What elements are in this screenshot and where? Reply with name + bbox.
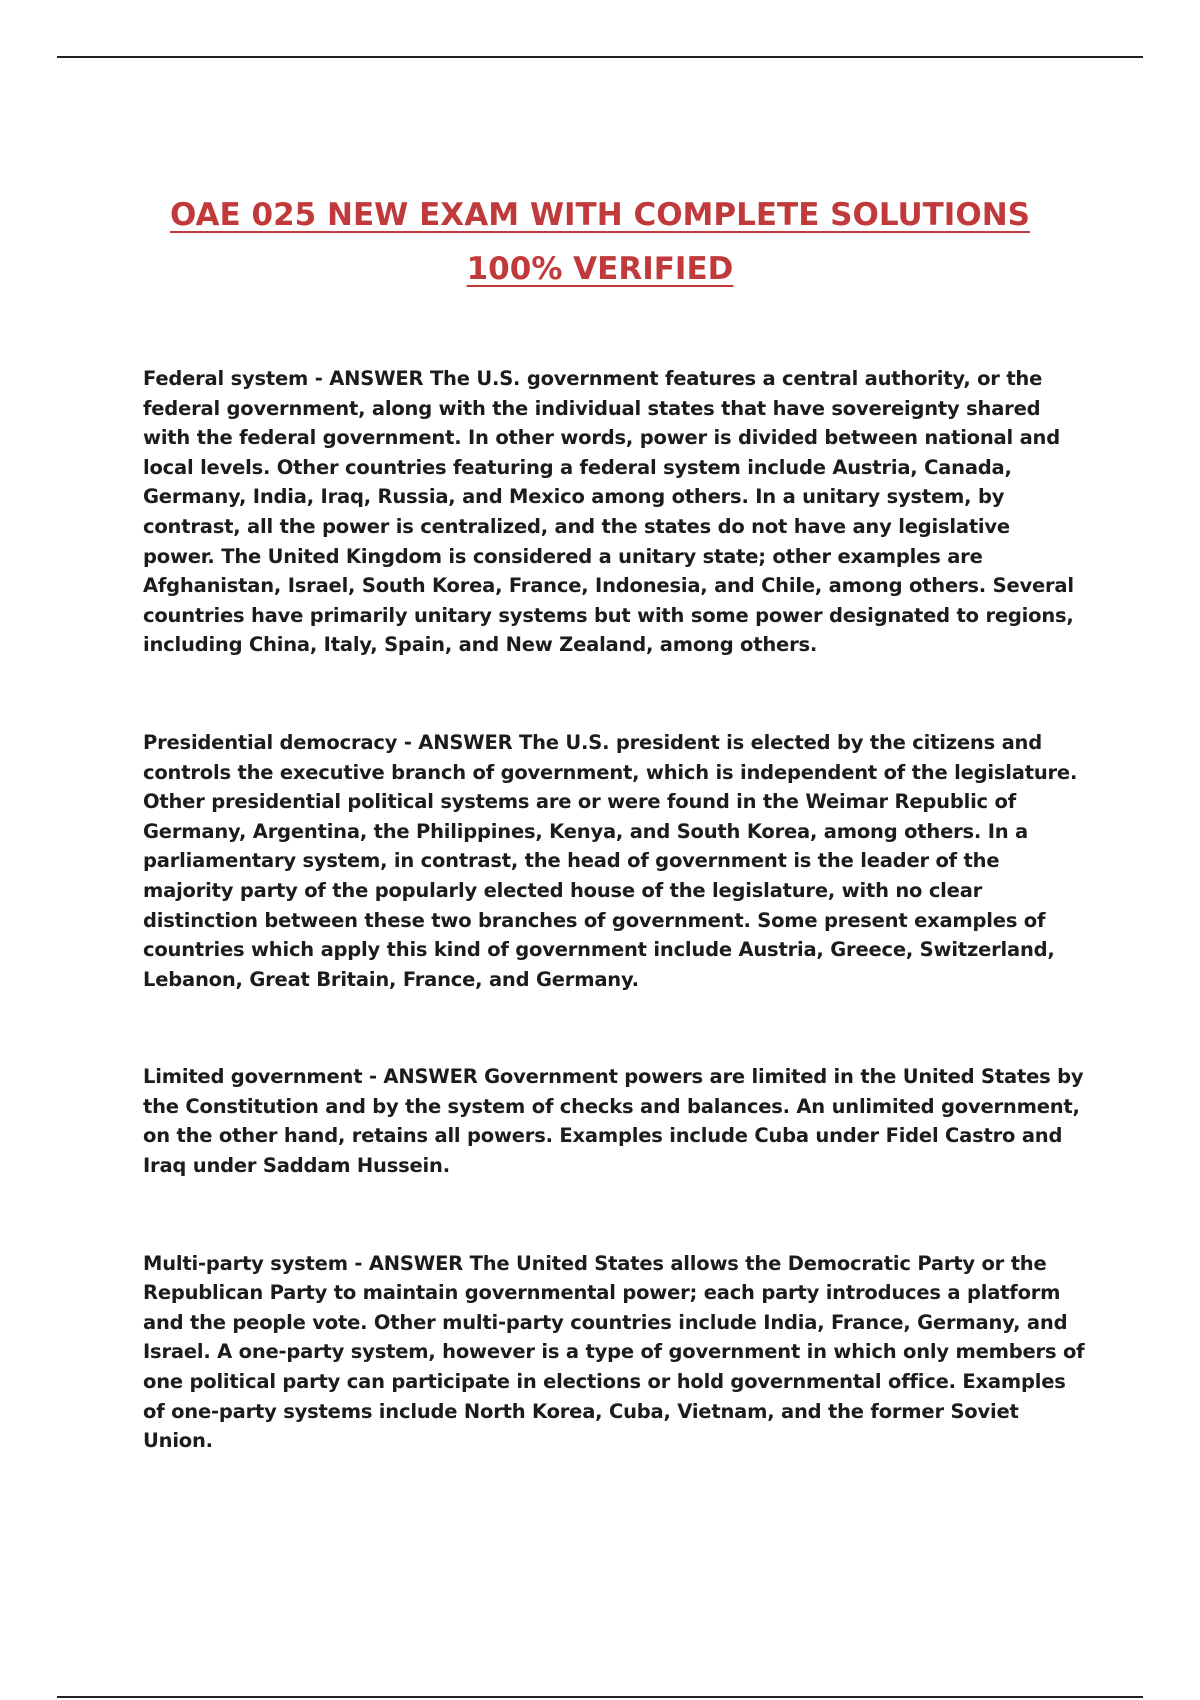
- title-line-1: OAE 025 NEW EXAM WITH COMPLETE SOLUTIONS: [170, 197, 1030, 233]
- top-divider: [57, 56, 1143, 58]
- qa-list: [143, 364, 1088, 1456]
- qa-separator: - ANSWER: [397, 730, 519, 754]
- qa-separator: - ANSWER: [362, 1065, 485, 1089]
- qa-term: Limited government: [143, 1065, 363, 1089]
- qa-term: Federal system: [143, 367, 309, 390]
- qa-answer: The U.S. president is elected by the citizens and controls the executive branch of government, which is independent of the legislature. Other presidential political systems are or were found in the Weimar Republic of Germany, Argentina, the Philippines, Kenya, and South Korea, among others. In a parliamentary system, in contrast, the head of government is the leader of the majority party of the popularly elected house of the legislature, with no clear distinction between these two branches of government. Some present examples of countries which apply this kind of government include Austria, Greece, Switzerland, Lebanon, Great Britain, France, and Germany.: [143, 730, 1078, 991]
- qa-separator: - ANSWER: [347, 1251, 470, 1275]
- title-line-2: 100% VERIFIED: [466, 251, 734, 287]
- qa-entry-multi-party-system: [143, 1249, 1088, 1456]
- qa-entry-limited-government: [143, 1062, 1088, 1180]
- document-title: [60, 188, 1140, 296]
- qa-entry-federal-system: [143, 364, 1088, 660]
- qa-answer: The U.S. government features a central authority, or the federal government, along with the individual states that have sovereignty shared with the federal government. In other words, power is divided between national and local levels. Other countries featuring a federal system include Austria, Canada, Germany, India, Iraq, Russia, and Mexico among others. In a unitary system, by contrast, all the power is centralized, and the states do not have any legislative power. The United Kingdom is considered a unitary state; other examples are Afghanistan, Israel, South Korea, France, Indonesia, and Chile, among others. Several countries have primarily unitary systems but with some power designated to regions, including China, Italy, Spain, and New Zealand, among others.: [143, 367, 1074, 657]
- qa-term: Presidential democracy: [143, 730, 398, 754]
- qa-separator: - ANSWER: [308, 367, 430, 390]
- qa-entry-presidential-democracy: [143, 728, 1088, 994]
- qa-answer: The United States allows the Democratic Party or the Republican Party to maintain governmental power; each party introduces a platform and the people vote. Other multi-party countries include India, France, Germany, and Israel. A one-party system, however is a type of government in which only members of one political party can participate in elections or hold governmental office. Examples of one-party systems include North Korea, Cuba, Vietnam, and the former Soviet Union.: [143, 1251, 1085, 1453]
- bottom-divider: [57, 1696, 1143, 1698]
- qa-answer: Government powers are limited in the United States by the Constitution and by the system of checks and balances. An unlimited government, on the other hand, retains all powers. Examples include Cuba under Fidel Castro and Iraq under Saddam Hussein.: [143, 1065, 1084, 1178]
- qa-term: Multi-party system: [143, 1251, 348, 1275]
